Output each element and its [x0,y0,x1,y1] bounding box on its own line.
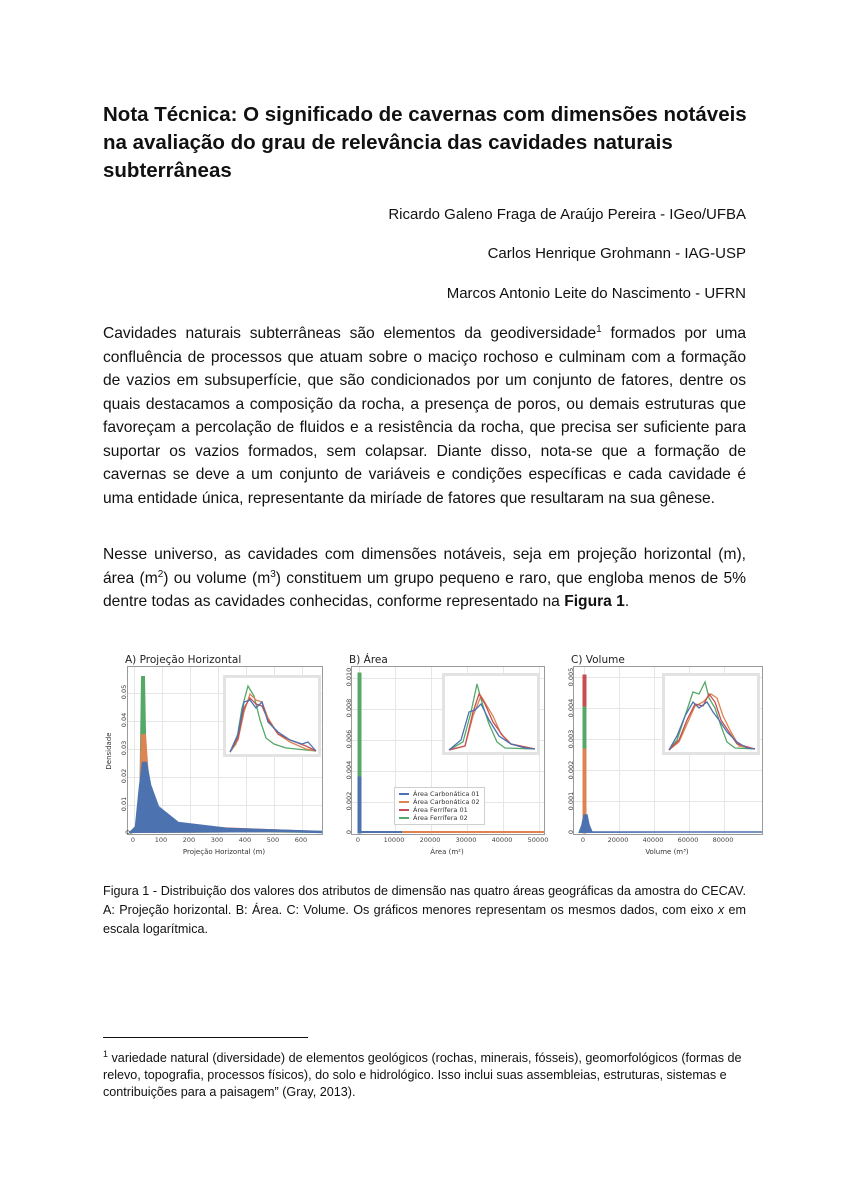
figure-1 [103,652,748,867]
legend-swatch [399,817,409,819]
paragraph-text: formados por uma confluência de processos que atuam sobre o maciço rochoso e culminam com a formação de vazios em subsuperfície, que são condicionados por um conjunto de fatores, dentre os quais destacamos a composição da rocha, a presença de poros, ou demais estruturas que favoreçam a percolação de fluidos e a resistência da rocha, que precisa ser suficiente para suportar os vazios formados, sem colapsar. Diante disso, nota-se que a formação de cavernas se deve a um conjunto de variáveis e condições específicas e cada cavidade é uma entidade única, representante da miríade de fatores que resultaram na sua gênese. [103,325,747,507]
x-tick: 0 [130,836,136,844]
superscript: 3 [270,568,276,580]
x-tick: 60000 [677,836,699,844]
y-tick: 0.001 [567,791,575,811]
x-tick: 100 [154,836,168,844]
y-tick: 0.004 [345,760,353,780]
caption-text: em escala logarítmica. [103,903,746,936]
chart-title: B) Área [349,654,388,666]
footnote-ref[interactable]: 1 [596,323,602,335]
x-tick: 20000 [607,836,629,844]
chart-title: C) Volume [571,654,625,666]
plot-area [351,666,545,835]
x-tick: 0 [355,836,361,844]
x-axis-label: Volume (m³) [645,848,689,856]
x-tick: 20000 [419,836,441,844]
paragraph-text: ) constituem um grupo pequeno e raro, que engloba menos de 5% dentre todas as cavidades conhecidas, conforme representado na [103,569,746,610]
legend-item [399,790,480,798]
y-tick: 0 [345,829,353,835]
paragraph-universe [103,543,746,614]
x-tick: 40000 [642,836,664,844]
legend-swatch [399,809,409,811]
y-axis-label: Densidade [105,732,113,770]
author-2: Carlos Henrique Grohmann - IAG-USP [487,245,746,262]
log-inset [662,673,760,755]
chart-panel-c [555,652,751,867]
document-title: Nota Técnica: O significado de cavernas com dimensões notáveis na avaliação do grau de relevância das cavidades naturais subterrâneas [103,103,747,182]
x-axis-label: Projeção Horizontal (m) [182,848,266,856]
legend-item [399,806,480,814]
legend-swatch [399,793,409,795]
legend-label: Área Carbonática 02 [413,798,480,806]
legend-label: Área Carbonática 01 [413,790,480,798]
y-tick: 0.003 [567,729,575,749]
footnote-number: 1 [103,1049,109,1059]
footnote [103,1046,743,1101]
y-tick: 0.006 [345,729,353,749]
y-tick: 0.05 [120,684,128,700]
paragraph-intro [103,322,746,510]
y-tick: 0.005 [567,667,575,687]
x-tick: 500 [266,836,280,844]
x-tick: 0 [580,836,586,844]
x-tick: 40000 [491,836,513,844]
y-tick: 0 [124,829,132,835]
y-tick: 0.008 [345,698,353,718]
log-inset [442,673,540,755]
figure-caption [103,882,746,939]
x-tick: 80000 [712,836,734,844]
legend-item [399,814,480,822]
y-tick: 0.002 [345,791,353,811]
caption-text: Figura 1 - Distribuição dos valores dos atributos de dimensão nas quatro áreas geográficas da amostra do CECAV. A: Projeção horizontal. B: Área. C: Volume. Os gráficos menores representam os mesmos dados, com eixo [103,884,746,917]
author-3: Marcos Antonio Leite do Nascimento - UFRN [446,285,746,302]
y-tick: 0.02 [120,768,128,784]
y-tick: 0.04 [120,712,128,728]
y-tick: 0.002 [567,760,575,780]
paragraph-text: . [624,593,630,610]
x-tick: 600 [294,836,308,844]
paragraph-text: Nesse universo, as cavidades com dimensões notáveis, seja em projeção horizontal (m), área (m [103,546,746,587]
caption-italic: x [717,903,725,917]
footnote-text: variedade natural (diversidade) de elementos geológicos (rochas, minerais, fósseis), geomorfológicos (formas de relevo, topografia, processos físicos), do solo e hidrológico. Isso inclui suas assembleias, estruturas, sistemas e contribuições para a paisagem” (Gray, 2013). [103,1051,742,1100]
y-tick: 0.010 [345,667,353,687]
chart-title: A) Projeção Horizontal [125,654,242,666]
chart-panel-a [103,652,325,867]
plot-area [573,666,763,835]
x-tick: 400 [238,836,252,844]
y-tick: 0.004 [567,698,575,718]
legend-swatch [399,801,409,803]
x-tick: 300 [210,836,224,844]
superscript: 2 [157,568,164,580]
legend-label: Área Ferrífera 01 [413,806,468,814]
chart-legend [394,787,485,825]
y-tick: 0 [567,829,575,835]
y-tick: 0.01 [120,796,128,812]
log-inset [223,675,321,757]
x-axis-label: Área (m²) [430,848,464,856]
paragraph-text: ) ou volume (m [163,569,271,587]
y-tick: 0.03 [120,740,128,756]
x-tick: 10000 [383,836,405,844]
plot-area [127,666,323,835]
x-tick: 200 [182,836,196,844]
legend-label: Área Ferrífera 02 [413,814,468,822]
x-tick: 50000 [527,836,549,844]
footnote-divider [103,1037,308,1038]
x-tick: 30000 [455,836,477,844]
paragraph-text: Cavidades naturais subterrâneas são elementos da geodiversidade [103,325,597,342]
author-1: Ricardo Galeno Fraga de Araújo Pereira - IGeo/UFBA [388,206,746,223]
chart-panel-b [331,652,547,867]
legend-item [399,798,480,806]
figure-reference[interactable]: Figura 1 [564,593,625,610]
